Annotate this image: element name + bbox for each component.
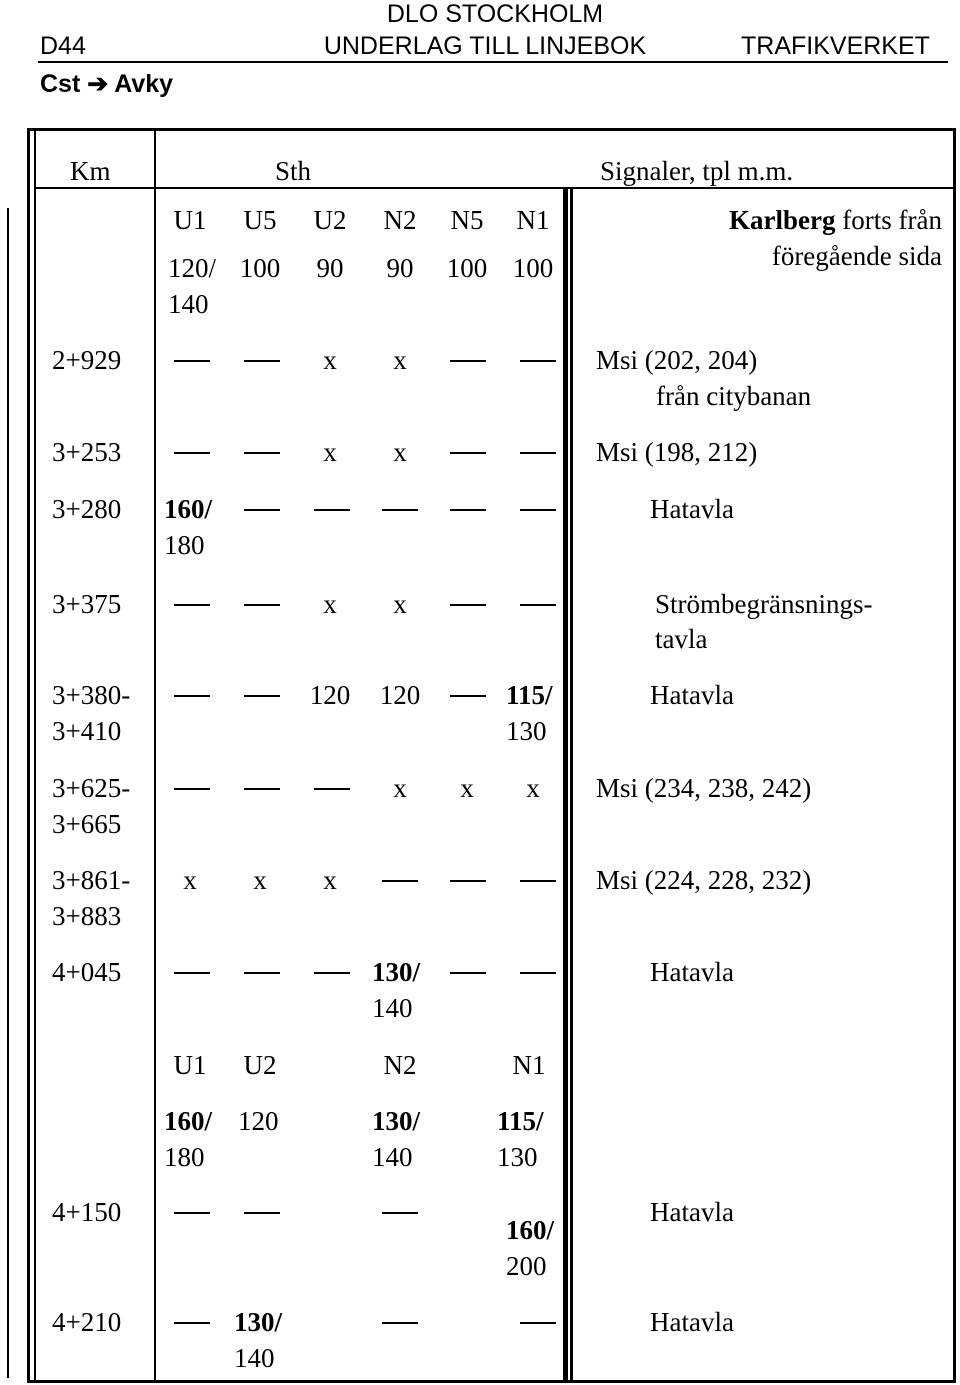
table-bottom-border [27, 1380, 955, 1383]
dash [382, 1322, 418, 1324]
dash [244, 360, 280, 362]
signal-text: Msi (224, 228, 232) [596, 865, 812, 895]
track-speed: 120/ 140 [168, 253, 217, 319]
speed-top: 130/ [372, 1106, 421, 1136]
cell-value [372, 954, 420, 1026]
dash [382, 509, 418, 511]
doc-title-line2: UNDERLAG TILL LINJEBOK [323, 32, 647, 60]
dash [450, 509, 486, 511]
km-value: 3+625- 3+665 [52, 773, 131, 839]
cell-value [164, 491, 212, 563]
dash [382, 1212, 418, 1214]
track-speed: 100 [512, 253, 554, 283]
speed-top: 160/ [164, 1106, 213, 1136]
track-name: U1 [173, 205, 207, 235]
signal-text-cont: tavla [655, 624, 708, 654]
km-value: 3+253 [52, 437, 122, 467]
track-speed: 90 [386, 253, 414, 283]
speed-bottom: 180 [164, 1142, 205, 1172]
dash [174, 604, 210, 606]
dash [314, 509, 350, 511]
cell-value: x [393, 437, 407, 467]
km-value: 4+045 [52, 957, 122, 987]
cell-value: x [253, 865, 267, 895]
km-value: 3+375 [52, 589, 122, 619]
track-name: N2 [383, 205, 417, 235]
column-header-km: Km [70, 156, 111, 186]
cell-value: x [393, 345, 407, 375]
cell-value: x [183, 865, 197, 895]
dash [450, 604, 486, 606]
signal-text: Hatavla [650, 680, 734, 710]
cell-value: 120 [379, 680, 421, 710]
dash [174, 695, 210, 697]
signal-text: Hatavla [650, 1307, 734, 1337]
dash [520, 604, 556, 606]
dash [244, 788, 280, 790]
dash [174, 788, 210, 790]
doc-title-line1: DLO STOCKHOLM [386, 0, 604, 28]
doc-id: D44 [40, 32, 86, 60]
cell-value: x [323, 865, 337, 895]
signal-text: Hatavla [650, 494, 734, 524]
speed-top: 160/ [506, 1215, 555, 1245]
dash [450, 695, 486, 697]
track-name: U2 [313, 205, 347, 235]
track-speed [164, 1103, 212, 1175]
speed-bottom: 140 [234, 1343, 275, 1373]
cell-value: x [460, 773, 474, 803]
dash [174, 360, 210, 362]
track-speed [497, 1103, 544, 1175]
speed-top: 130/ [372, 957, 421, 987]
dash [382, 880, 418, 882]
karlberg-note-line1 [600, 202, 942, 238]
speed-bottom: 130 [497, 1142, 538, 1172]
cell-value-text [506, 680, 553, 749]
track-name: N5 [450, 205, 484, 235]
speed-bottom: 140 [372, 993, 413, 1023]
dash [244, 509, 280, 511]
dash [244, 695, 280, 697]
track-name: N1 [516, 205, 550, 235]
speed-top: 115/ [497, 1106, 544, 1136]
km-value: 3+861- 3+883 [52, 865, 131, 931]
table-top-border [27, 128, 955, 131]
track-name: N2 [383, 1050, 417, 1080]
cell-value: x [526, 773, 540, 803]
org-name: TRAFIKVERKET [741, 32, 930, 60]
dash [174, 1322, 210, 1324]
track-divider-left [563, 187, 568, 1383]
dash [450, 452, 486, 454]
signal-text: Hatavla [650, 1197, 734, 1227]
track-name: U1 [173, 1050, 207, 1080]
margin-line [7, 208, 9, 1378]
arrow-icon: ➔ [87, 70, 109, 98]
dash [174, 1212, 210, 1214]
dash [520, 1322, 556, 1324]
dash [244, 1212, 280, 1214]
signal-text: Msi (198, 212) [596, 437, 758, 467]
km-value: 2+929 [52, 345, 122, 375]
note-text: forts från [842, 205, 942, 235]
dash [314, 972, 350, 974]
km-value: 4+210 [52, 1307, 122, 1337]
signal-text: Hatavla [650, 957, 734, 987]
cell-value [234, 1304, 282, 1376]
dash [174, 972, 210, 974]
signal-text: Strömbegränsnings- [655, 589, 873, 619]
column-header-divider [36, 187, 953, 189]
speed-bottom: 200 [506, 1251, 547, 1281]
cell-value: x [393, 589, 407, 619]
table-left-border-outer [27, 128, 30, 1383]
track-speed: 120 [238, 1106, 279, 1136]
speed-top: 130/ [234, 1307, 283, 1337]
dash [520, 880, 556, 882]
column-header-sth: Sth [275, 156, 312, 186]
cell-value: 120 [309, 680, 351, 710]
speed-bottom: 130 [506, 716, 547, 746]
dash [450, 972, 486, 974]
dash [244, 604, 280, 606]
track-speed: 100 [239, 253, 281, 283]
cell-value [506, 677, 553, 749]
cell-value: x [323, 345, 337, 375]
speed-top: 115/ [506, 680, 553, 710]
dash [244, 972, 280, 974]
dash [174, 452, 210, 454]
speed-bottom: 180 [164, 530, 205, 560]
speed-top: 160/ [164, 494, 213, 524]
dash [520, 509, 556, 511]
track-speed [372, 1103, 420, 1175]
track-divider-right [570, 187, 573, 1383]
cell-value [506, 1212, 554, 1284]
header-underline [38, 61, 948, 63]
dash [520, 972, 556, 974]
track-name: U5 [243, 205, 277, 235]
track-name: N1 [512, 1050, 546, 1080]
cell-value: x [393, 773, 407, 803]
route-to: Avky [114, 70, 174, 98]
track-name: U2 [243, 1050, 277, 1080]
cell-value-text [372, 957, 420, 1026]
dash [450, 360, 486, 362]
cell-value: x [323, 437, 337, 467]
dash [244, 452, 280, 454]
signal-text-cont: från citybanan [656, 381, 812, 411]
signal-text: Msi (202, 204) [596, 345, 758, 375]
dash [314, 788, 350, 790]
table-right-border [953, 128, 956, 1383]
speed-bottom: 140 [372, 1142, 413, 1172]
km-value: 3+380- 3+410 [52, 680, 131, 746]
cell-value: x [323, 589, 337, 619]
signal-text: Msi (234, 238, 242) [596, 773, 812, 803]
dash [450, 880, 486, 882]
track-speed: 90 [316, 253, 344, 283]
route-label [40, 70, 173, 98]
station-name: Karlberg [729, 205, 836, 235]
karlberg-note-line2: föregående sida [771, 241, 942, 271]
track-speed: 100 [446, 253, 488, 283]
route-from: Cst [40, 70, 81, 98]
km-column-divider [154, 131, 156, 1383]
column-header-signals: Signaler, tpl m.m. [600, 156, 794, 186]
table-left-border-inner [34, 128, 36, 1383]
km-value: 4+150 [52, 1197, 122, 1227]
dash [520, 452, 556, 454]
dash [520, 360, 556, 362]
km-value: 3+280 [52, 494, 122, 524]
